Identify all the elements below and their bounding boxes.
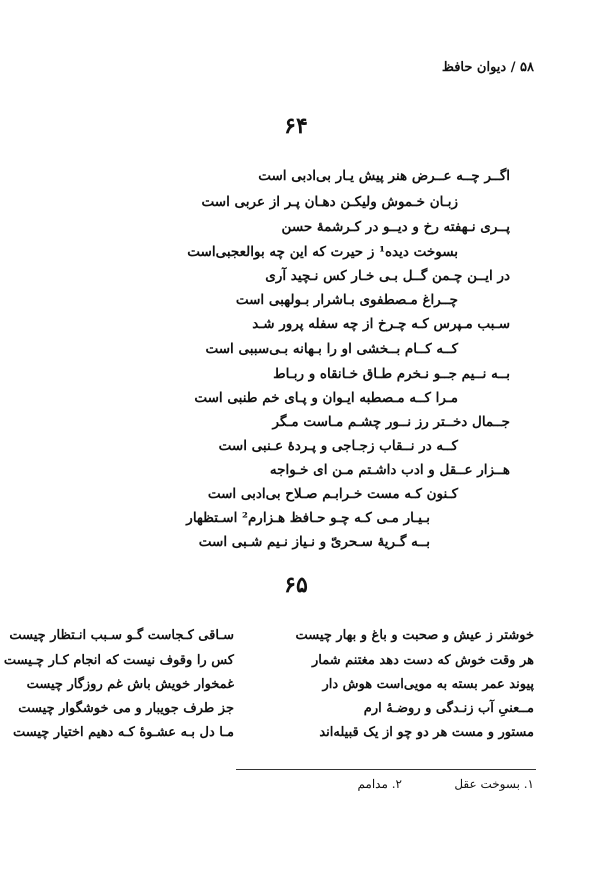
verse-right: خوشتر ز عیش و صحبت و باغ و بهار چیست	[295, 628, 534, 643]
verse-line: اگــر چــه عــرض هنر پیش یـار بی‌ادبی است	[258, 168, 510, 184]
verse-line: در ایــن چـمن گــل بـی خـار کس نـچید آری	[265, 268, 510, 284]
verse-line: چــراغ مـصطفوی بـاشرار بـولهبی است	[235, 292, 458, 308]
verse-right: مستور و مست هر دو چو از یک قبیله‌اند	[319, 725, 534, 740]
verse-line: بــه نــیم جــو نـخرم طـاق خـانقاه و ربـاط	[273, 366, 510, 382]
verse-line: بــه گـریهٔ سـحریّ و نـیاز نـیم شـبی است	[198, 534, 430, 550]
footnote-1: ۱. بسوخت عقل	[454, 777, 534, 791]
verse-left: مـا دل بـه عشـوهٔ کـه دهیم اختیار چیست	[13, 725, 234, 740]
verse-line: کــه کــام بــخشی او را بـهانه بـی‌سببی است	[205, 341, 458, 357]
verse-line: مـرا کــه مـصطبه ایـوان و پـای خم طنبی است	[194, 390, 458, 406]
verse-line: سـبب مـپرس کـه چـرخ از چه سفله پرور شـد	[252, 316, 510, 332]
verse-line: کـنون کـه مست خـرابـم صـلاح بی‌ادبی است	[207, 486, 458, 502]
footnote-2: ۲. مدامم	[357, 777, 402, 791]
poem-number-65: ۶۵	[284, 572, 308, 598]
verse-line: بـیـار مـی کـه چـو حـافظ هـزارم² اسـتظهار	[186, 510, 430, 526]
verse-right: پیوند عمر بسته به مویی‌است هوش دار	[322, 677, 534, 692]
verse-line: کــه در نــقاب زجـاجی و پـردهٔ عـنبی است	[218, 438, 458, 454]
running-header: ۵۸ / دیوان حافظ	[441, 60, 534, 75]
poem-number-64: ۶۴	[284, 113, 308, 139]
verse-left: جز طرف جویبار و می خوشگوار چیست	[18, 701, 234, 716]
verse-line: جــمال دخــتر رز نــور چشـم مـاست مـگر	[272, 414, 510, 430]
verse-right: مــعنیِ آب زنـدگی و روضـهٔ ارم	[363, 701, 534, 716]
verse-left: سـاقی کـجاست گـو سـبب انـتظار چیست	[9, 628, 234, 643]
verse-right: هر وقت خوش که دست دهد مغتنم شمار	[311, 653, 534, 668]
footnote-divider	[236, 769, 536, 770]
verse-line: زبـان خـموش ولیکـن دهـان پـر از عربی است	[201, 194, 458, 210]
verse-left: غمخوار خویش باش غم روزگار چیست	[26, 677, 234, 692]
verse-line: بسوخت دیده¹ ز حیرت که این چه بوالعجبی‌است	[187, 244, 458, 260]
verse-line: پــری نـهفته رخ و دیــو در کـرشمهٔ حسن	[281, 219, 510, 235]
verse-line: هــزار عــقل و ادب داشـتم مـن ای خـواجه	[269, 462, 510, 478]
verse-left: کس را وقوف نیست که انجام کـار چـیست	[3, 653, 234, 668]
